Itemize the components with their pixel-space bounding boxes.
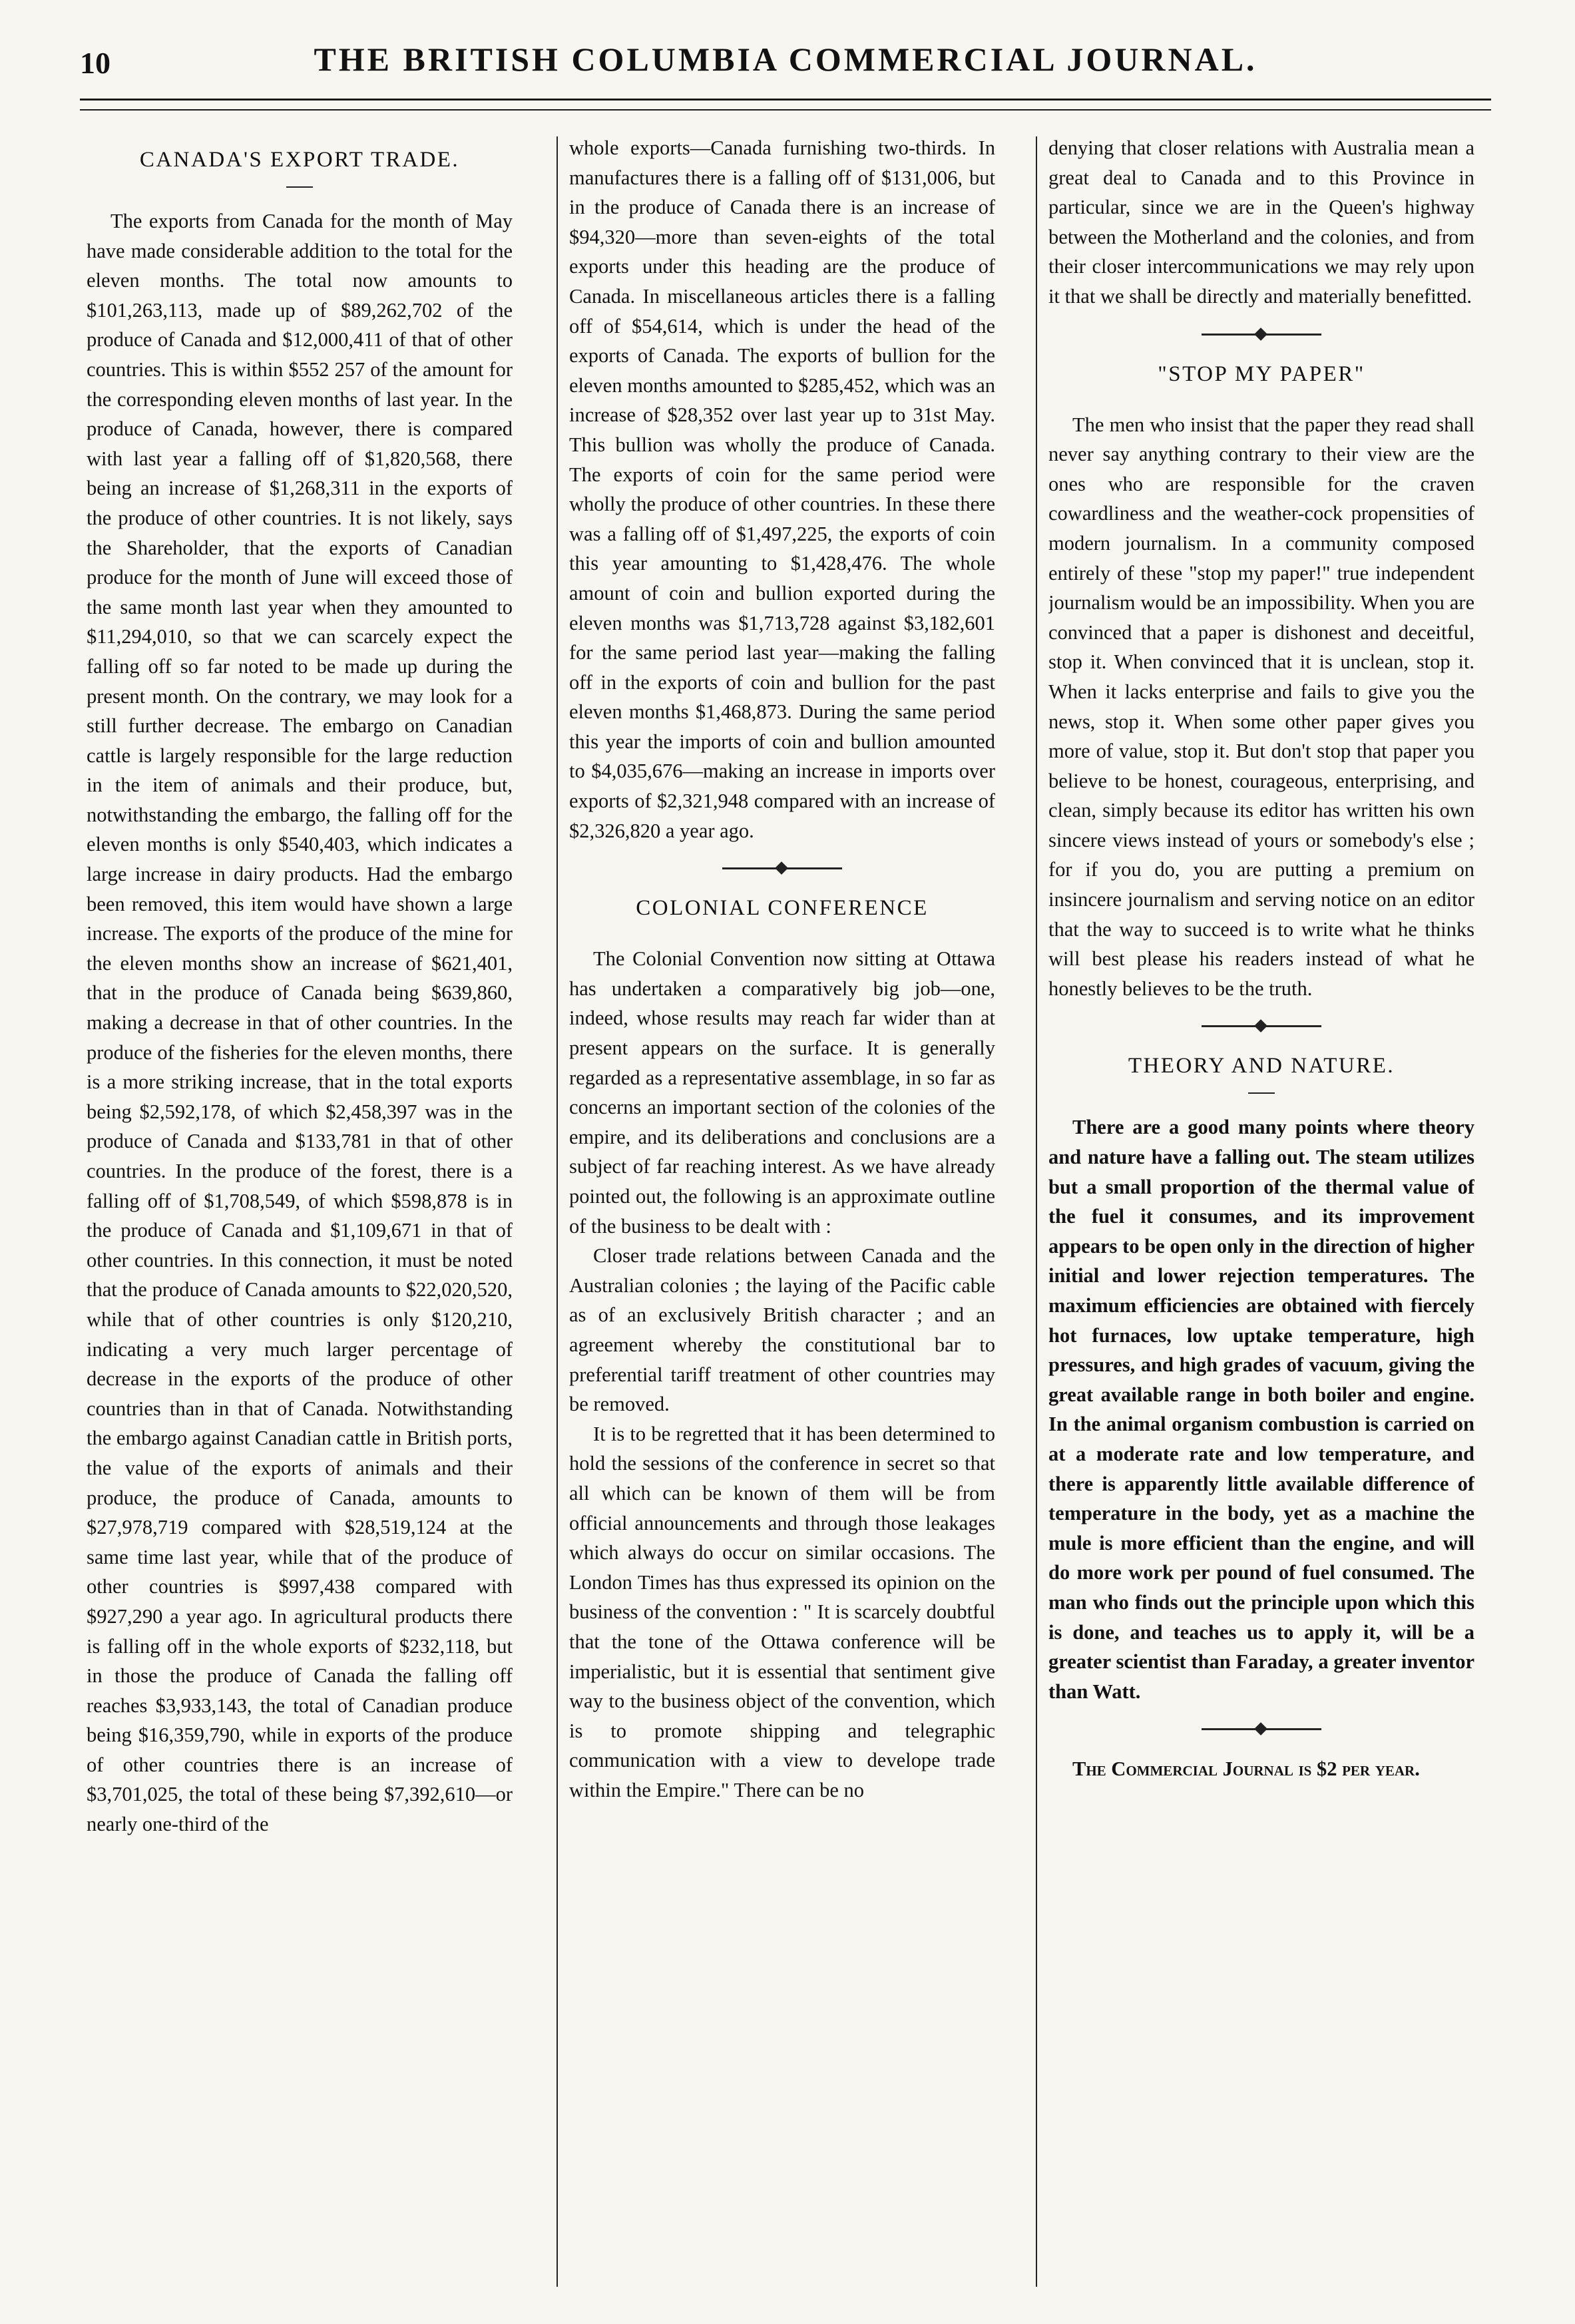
column-1 — [87, 133, 513, 2290]
spacer — [569, 935, 995, 944]
header-rule — [80, 99, 1491, 101]
article-title-export-trade: CANADA'S EXPORT TRADE. — [139, 148, 460, 172]
title-dash — [1248, 1092, 1275, 1094]
article-title-colonial-conference: COLONIAL CONFERENCE — [636, 896, 929, 921]
section-ornament — [1202, 329, 1321, 340]
article-paragraph: The exports from Canada for the month of May have made considerable addition to the total for the eleven months. The total now amounts to $101,263,113, made up of $89,262,702 of the produce of Canada and $12,000,411 of that of other countries. This is within $552 257 of the amount for the corresponding eleven months of last year. In the produce of Canada, however, there is compared with last year a falling off of $1,820,568, there being an increase of $1,268,311 in the exports of the produce of other countries. It is not likely, says the Shareholder, that the exports of Canadian produce for the month of June will exceed those of the same month last year when they amounted to $11,294,010, so that we can scarcely expect the falling off so far noted to be made up during the present month. On the contrary, we may look for a still further decrease. The embargo on Canadian cattle is largely responsible for the large reduction in the item of animals and their produce, but, notwithstanding the embargo, the falling off for the eleven months is only $540,403, which indicates a large increase in dairy products. Had the embargo been removed, this item would have shown a large increase. The exports of the produce of the mine for the eleven months show an increase of $621,401, that in the produce of Canada being $639,860, making a decrease in that of other countries. In the produce of the fisheries for the eleven months, there is a more striking increase, that in the total exports being $2,592,178, of which $2,458,397 was in the produce of Canada and $133,781 in that of other countries. In the produce of the forest, there is a falling off of $1,708,549, of which $598,878 is in the produce of Canada and $1,109,671 in that of other countries. In this connection, it must be noted that the produce of Canada amounts to $22,020,520, while that of other countries is only $120,210, indicating a very much larger percentage of decrease in the exports of the produce of other countries than in that of Canada. Notwithstanding the embargo against Canadian cattle in British ports, the value of the exports of animals and their produce, the produce of Canada, amounts to $27,978,719 compared with $28,519,124 at the same time last year, while that of the produce of other countries is $997,438 compared with $927,290 a year ago. In agricultural products there is falling off in the whole exports of $232,118, but in those the produce of Canada the falling off reaches $3,933,143, the total of Canadian produce being $16,359,790, while in exports of the produce of other countries there is an increase of $3,701,025, the total of these being $7,392,610—or nearly one-third of the — [87, 210, 513, 1836]
article-paragraph: whole exports—Canada furnishing two-thirds. In manufactures there is a falling off of $131,006, but in the produce of Canada there is an increase of $94,320—more than seven-eights of the total exports under this heading are the produce of Canada. In miscellaneous articles there is a falling off of $54,614, which is under the head of the exports of Canada. The exports of bullion for the eleven months amounted to $285,452, which was an increase of $28,352 over last year up to 31st May. This bullion was wholly the produce of Canada. The exports of coin for the same period were wholly the produce of other countries. In these there was a falling off of $1,497,225, the exports of coin this year amounting to $1,428,476. The whole amount of coin and bullion exported during the eleven months was $1,713,728 against $3,182,601 for the same period last year—making the falling off in the exports of coin and bullion for the past eleven months $1,468,873. During the same period this year the imports of coin and bullion amounted to $4,035,676—making an increase in imports over exports of $2,321,948 compared with an increase of $2,326,820 a year ago. — [569, 136, 995, 842]
article-paragraph: Closer trade relations between Canada and the Australian colonies ; the laying of the Pacific cable as of an exclusively British character ; and an agreement whereby the constitutional bar to preferential tariff treatment of other countries may be removed. — [569, 1244, 995, 1416]
column-3 — [1048, 133, 1474, 2290]
article-paragraph: The Colonial Convention now sitting at Ottawa has undertaken a comparatively big job—one, indeed, whose results may reach far wider than at present appears on the surface. It is generally regarded as a representative assemblage, in so far as concerns an important section of the colonies of the empire, and its deliberations and conclusions are a subject of far reaching interest. As we have already pointed out, the following is an approximate outline of the business to be dealt with : — [569, 947, 995, 1238]
publication-title: THE BRITISH COLUMBIA COMMERCIAL JOURNAL. — [314, 41, 1257, 78]
page-header — [80, 40, 1491, 140]
page-number: 10 — [80, 46, 111, 80]
article-paragraph: The men who insist that the paper they read shall never say anything contrary to their view are the ones who are responsible for the craven cowardliness and the weather-cock propensities of modern journalism. In a community composed entirely of these "stop my paper!" true independent journalism would be an impossibility. When you are convinced that a paper is dishonest and deceitful, stop it. When convinced that it is unclean, stop it. When it lacks enterprise and fails to give you the news, stop it. When some other paper gives you more of value, stop it. But don't stop that paper you believe to be honest, courageous, enterprising, and clean, simply because its editor has written his own sincere views instead of yours or somebody's else ; for if you do, you are putting a premium on insincere journalism and serving notice on an editor that the way to succeed is to write what he thinks will best please his readers instead of what he honestly believes to be the truth. — [1048, 413, 1474, 1000]
article-paragraph: denying that closer relations with Australia mean a great deal to Canada and to this Province in particular, since we are in the Queen's highway between the Motherland and the colonies, and from their closer intercommunications we may rely upon it that we shall be directly and materially benefitted. — [1048, 136, 1474, 308]
article-title-theory-and-nature: THEORY AND NATURE. — [1128, 1054, 1395, 1078]
section-ornament — [1202, 1724, 1321, 1734]
header-rule-thin — [80, 109, 1491, 111]
subscription-notice: The Commercial Journal is $2 per year. — [1072, 1757, 1420, 1781]
article-paragraph: There are a good many points where theory and nature have a falling out. The steam utilizes but a small proportion of the thermal value of the fuel it consumes, and its improvement appears to be open only in the direction of higher initial and lower rejection temperatures. The maximum efficiencies are obtained with fiercely hot furnaces, low uptake temperature, high pressures, and high grades of vacuum, giving the great available range in both boiler and engine. In the animal organism combustion is carried on at a moderate rate and low temperature, and there is apparently little available difference of temperature in the body, yet as a machine the mule is more efficient than the engine, and will do more work per pound of fuel consumed. The man who finds out the principle upon which this is done, and teaches us to apply it, will be a greater scientist than Faraday, a greater inventor than Watt. — [1048, 1116, 1474, 1703]
section-ornament — [1202, 1021, 1321, 1031]
article-paragraph: It is to be regretted that it has been determined to hold the sessions of the conference in secret so that all which can be known of them will be from official announcements and through those leakages which always do occur on similar occasions. The London Times has thus expressed its opinion on the business of the convention : " It is scarcely doubtful that the tone of the Ottawa conference will be imperialistic, but it is essential that sentiment give way to the business object of the convention, which is to promote shipping and telegraphic communication with a view to develope trade within the Empire." There can be no — [569, 1422, 995, 1801]
article-title-stop-my-paper: "STOP MY PAPER" — [1158, 361, 1365, 386]
title-dash — [286, 186, 313, 188]
column-divider — [557, 136, 558, 2287]
spacer — [1048, 401, 1474, 410]
column-divider — [1036, 136, 1037, 2287]
section-ornament — [722, 863, 842, 873]
column-2 — [569, 133, 995, 2290]
